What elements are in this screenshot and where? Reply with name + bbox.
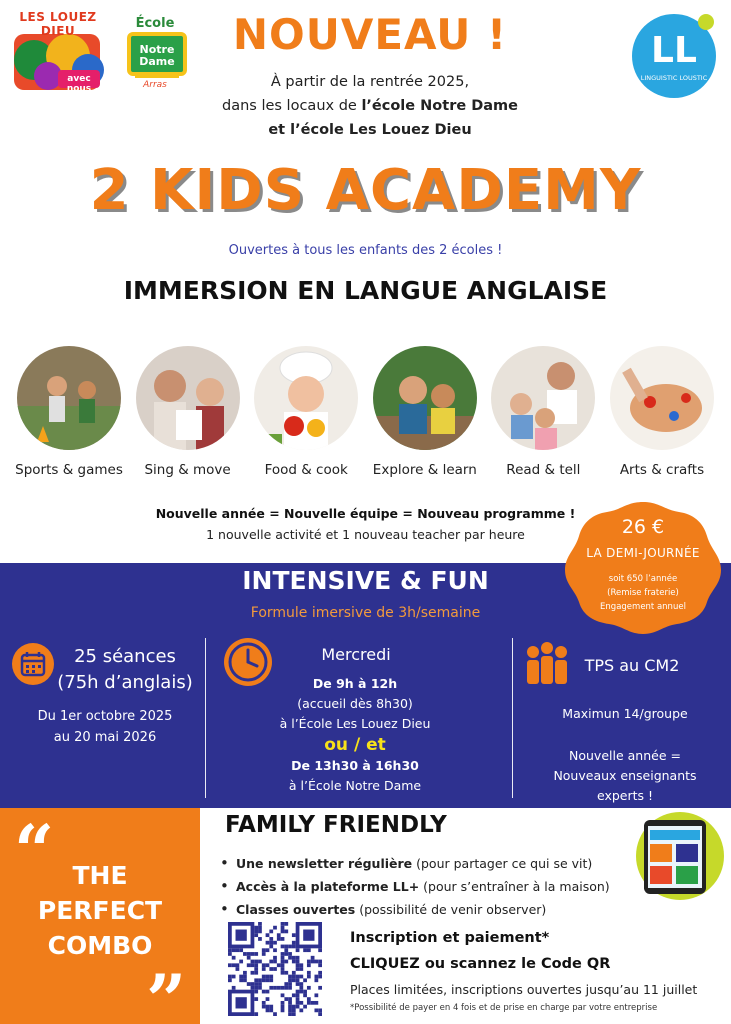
nouveau-heading: NOUVEAU !	[232, 10, 508, 59]
activity-label: Explore & learn	[372, 462, 477, 478]
registration-deadline: Places limitées, inscriptions ouvertes jusqu’au 11 juillet	[350, 982, 698, 997]
academy-subtitle: Ouvertes à tous les enfants des 2 écoles !	[228, 243, 503, 258]
intro-line-2-text: dans les locaux de	[222, 98, 362, 114]
dates-line-2: au 20 mai 2026	[53, 730, 157, 745]
activity-explore	[366, 346, 484, 478]
registration-qr-code[interactable]	[228, 922, 322, 1016]
activity-read	[484, 346, 602, 478]
feature-title: Une newsletter régulière	[236, 856, 413, 871]
intro-line-2	[200, 94, 540, 118]
combo-line-1: THE	[72, 861, 128, 890]
explore-photo	[373, 346, 477, 450]
family-friendly-heading: FAMILY FRIENDLY	[225, 812, 447, 838]
activities-row	[10, 346, 721, 478]
combo-line-2: PERFECT	[37, 896, 163, 925]
activity-crafts	[603, 346, 721, 478]
linguistic-loustic-logo	[628, 8, 720, 100]
feature-desc: (pour partager ce qui se vit)	[412, 856, 593, 871]
price-note-3: Engagement annuel	[600, 602, 686, 612]
louez-dieu-logo-text: LES LOUEZ DIEU	[19, 10, 97, 38]
activity-label: Arts & crafts	[619, 462, 705, 478]
dates-line-1: Du 1er octobre 2025	[37, 709, 173, 724]
notre-dame-logo	[115, 14, 195, 96]
program-tagline: Nouvelle année = Nouvelle équipe = Nouveau programme !	[155, 506, 576, 521]
afternoon-slot: De 13h30 à 16h30	[291, 758, 419, 773]
column-divider	[512, 638, 513, 798]
session-dates	[10, 706, 200, 748]
intensive-heading: INTENSIVE & FUN	[242, 566, 489, 595]
notre-dame-logo-main: Notre Dame	[139, 43, 175, 68]
new-teachers-line-2: Nouveaux enseignants	[553, 768, 697, 783]
levels-label: TPS au CM2	[584, 656, 680, 675]
ll-logo-mark: LL	[651, 30, 697, 71]
or-and-label: ou / et	[324, 735, 386, 755]
registration-link[interactable]: CLIQUEZ ou scannez le Code QR	[350, 956, 611, 972]
perfect-combo-text	[0, 858, 200, 963]
cook-photo	[254, 346, 358, 450]
notre-dame-logo-top: École	[135, 16, 175, 31]
registration-title: Inscription et paiement*	[350, 930, 550, 946]
morning-slot-note: (accueil dès 8h30)	[297, 696, 413, 711]
feature-title: Accès à la plateforme LL+	[236, 879, 420, 894]
tablet-platform-image	[626, 806, 726, 902]
calendar-icon	[12, 643, 54, 685]
schedule-day: Mercredi	[321, 645, 391, 664]
sing-photo	[136, 346, 240, 450]
sessions-count	[56, 644, 194, 696]
price-unit: LA DEMI-JOURNÉE	[586, 546, 700, 560]
notre-dame-logo-bottom: Arras	[143, 80, 167, 90]
family-features-list	[218, 852, 628, 921]
activity-label: Sing & move	[144, 462, 231, 478]
morning-slot-place: à l’École Les Louez Dieu	[279, 716, 431, 731]
list-item	[218, 898, 628, 921]
new-teachers-line-3: experts !	[596, 788, 654, 803]
intro-line-1: À partir de la rentrée 2025,	[270, 74, 470, 90]
activity-cook	[247, 346, 365, 478]
morning-slot: De 9h à 12h	[312, 676, 398, 691]
list-item	[218, 852, 628, 875]
intro-text	[200, 70, 540, 142]
academy-title: 2 KIDS ACADEMY	[89, 158, 642, 223]
les-louez-dieu-logo	[8, 8, 108, 96]
price-badge	[561, 498, 725, 636]
program-tagline-sub: 1 nouvelle activité et 1 nouveau teacher par heure	[206, 527, 525, 542]
afternoon-slot-place: à l’École Notre Dame	[288, 778, 422, 793]
louez-dieu-logo-subtext: avec nous	[66, 74, 92, 94]
column-divider	[205, 638, 206, 798]
activity-label: Read & tell	[506, 462, 581, 478]
activity-label: Food & cook	[264, 462, 348, 478]
list-item	[218, 875, 628, 898]
activity-sports	[10, 346, 128, 478]
read-photo	[491, 346, 595, 450]
feature-desc: (possibilité de venir observer)	[355, 902, 547, 917]
feature-desc: (pour s’entraîner à la maison)	[419, 879, 610, 894]
group-max: Maximun 14/groupe	[562, 706, 688, 721]
combo-line-3: COMBO	[47, 931, 153, 960]
sports-photo	[17, 346, 121, 450]
activity-sing	[129, 346, 247, 478]
group-icon	[524, 642, 570, 690]
sessions-line-1: 25 séances	[74, 646, 176, 667]
immersion-heading: IMMERSION EN LANGUE ANGLAISE	[123, 276, 608, 305]
new-teachers-line-1: Nouvelle année =	[569, 748, 681, 763]
price-notes	[561, 572, 725, 614]
close-quote-icon: ”	[146, 959, 187, 1024]
schedule-details	[250, 674, 460, 796]
intro-line-3: et l’école Les Louez Dieu	[268, 122, 472, 138]
intro-line-2-bold: l’école Notre Dame	[361, 98, 518, 114]
price-amount: 26 €	[621, 516, 665, 538]
intensive-formula: Formule imersive de 3h/semaine	[250, 605, 481, 621]
feature-title: Classes ouvertes	[236, 902, 356, 917]
activity-label: Sports & games	[15, 462, 123, 478]
ll-logo-name: LINGUISTIC LOUSTIC	[640, 74, 708, 82]
price-note-2: (Remise fraterie)	[607, 588, 679, 598]
new-teachers	[530, 746, 720, 806]
sessions-line-2: (75h d’anglais)	[57, 672, 193, 693]
open-quote-icon: “	[14, 809, 55, 892]
price-note-1: soit 650 l’année	[608, 574, 678, 584]
payment-footnote: *Possibilité de payer en 4 fois et de prise en charge par votre entreprise	[350, 1003, 658, 1013]
crafts-photo	[610, 346, 714, 450]
